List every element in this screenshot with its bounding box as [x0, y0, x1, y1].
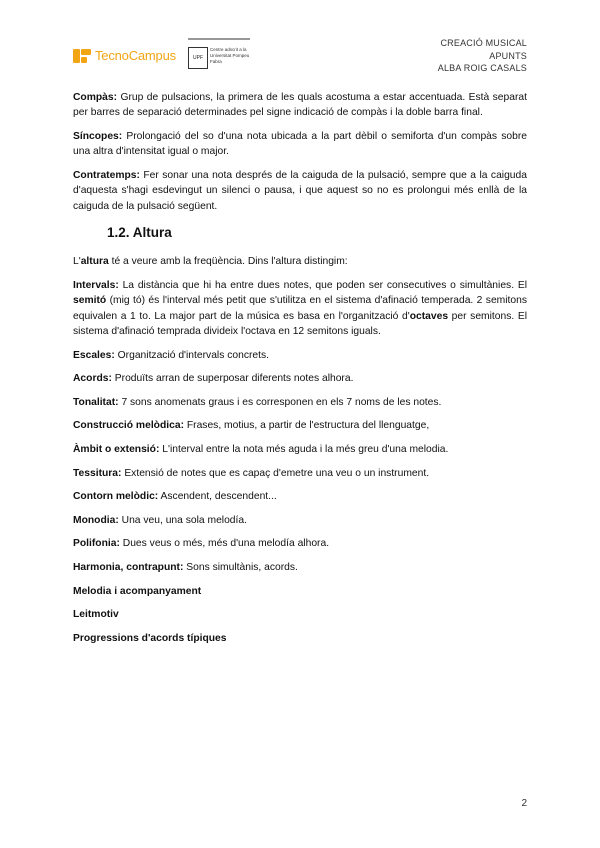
definition-ambit	[73, 442, 527, 457]
tecnocampus-logo-icon	[73, 49, 91, 63]
definition-text: Grup de pulsacions, la primera de les quals acostuma a estar accentuada. Està separat per barres de separació determinades pel signe indicació de compàs i la doble barra final.	[73, 92, 527, 119]
definition-text: Frases, motius, a partir de l'estructura del llenguatge,	[184, 420, 430, 432]
term: Intervals:	[73, 279, 119, 291]
definition-text: per semitons. El sistema d'afinació temprada divideix l'octava en 12 semitons iguals.	[73, 310, 527, 338]
tecnocampus-logo-text: TecnoCampus	[95, 48, 176, 63]
term: Melodia i acompanyament	[73, 585, 202, 597]
term: Harmonia, contrapunt:	[73, 561, 184, 573]
term: Escales:	[73, 349, 115, 361]
definition-text: Ascendent, descendent...	[158, 491, 277, 503]
course-title: CREACIÓ MUSICAL	[440, 38, 527, 48]
tecnocampus-logo	[73, 48, 176, 63]
section-heading: 1.2. Altura	[107, 225, 172, 241]
definition-construccio	[73, 418, 527, 433]
document-body	[73, 90, 527, 654]
term: Compàs:	[73, 92, 118, 103]
definition-text: (mig tó) és l'interval més petit que s'utilitza en el sistema d'afinació temperada. 2 semitons equivalen a 1 to. La major part de la música es basa en l'organització d'	[73, 295, 527, 322]
item-leitmotiv	[73, 607, 527, 622]
upf-logo-rule	[188, 38, 250, 40]
term: Contratemps:	[73, 170, 140, 181]
intro-text: té a veure amb la freqüència. Dins l'altura distingim:	[108, 256, 348, 268]
definition-text: Extensió de notes que es capaç d'emetre una veu o un instrument.	[121, 467, 430, 479]
inline-term: semitó	[73, 295, 107, 307]
term: Àmbit o extensió:	[73, 444, 160, 455]
definition-contratemps	[73, 168, 527, 214]
item-progressions	[73, 631, 527, 646]
document-type: APUNTS	[489, 50, 527, 61]
definition-polifonia	[73, 536, 527, 551]
inline-term: octaves	[409, 310, 449, 322]
definition-contorn	[73, 489, 527, 504]
definition-text: 7 sons anomenats graus i es corresponen en els 7 noms de les notes.	[118, 396, 442, 408]
definition-text: Produïts arran de superposar diferents notes alhora.	[111, 373, 354, 385]
page-number: 2	[521, 798, 527, 809]
intro-term: altura	[80, 256, 109, 268]
definition-monodia	[73, 513, 527, 528]
term: Progressions d'acords típiques	[73, 632, 227, 644]
term: Tonalitat:	[73, 396, 119, 408]
definition-text: Sons simultànis, acords.	[183, 561, 298, 573]
term: Monodia:	[73, 514, 119, 526]
definition-tonalitat	[73, 395, 527, 410]
upf-logo	[188, 38, 258, 72]
term: Contorn melòdic:	[73, 491, 159, 503]
upf-logo-text: Centre adscrit a la Universitat Pompeu Fabra	[210, 47, 250, 64]
definition-intervals	[73, 278, 527, 340]
term: Leitmotiv	[73, 609, 119, 621]
intro-text: L'	[73, 256, 81, 268]
definition-acords	[73, 371, 527, 386]
definition-escales	[73, 348, 527, 363]
definition-sincopes	[73, 129, 527, 160]
definition-text: Prolongació del so d'una nota ubicada a la part dèbil o semiforta d'un compàs sobre una altra d'intensitat igual o major.	[73, 131, 527, 158]
definition-tessitura	[73, 466, 527, 481]
term: Síncopes:	[73, 131, 123, 142]
item-melodia	[73, 584, 527, 599]
definition-harmonia	[73, 560, 527, 575]
upf-logo-box: UPF	[188, 47, 208, 69]
definition-text: Una veu, una sola melodía.	[118, 514, 247, 526]
term: Tessitura:	[73, 467, 122, 479]
term: Acords:	[73, 373, 112, 385]
term: Construcció melòdica:	[73, 420, 184, 432]
definition-text: Fer sonar una nota després de la caiguda de la pulsació, sempre que a la caiguda d'aquesta s'hagi esdevingut un silenci o pausa, i que aquest so no es prolongui més enllà de la caiguda de la pulsació següent.	[73, 170, 527, 212]
definition-compas	[73, 90, 527, 121]
definition-text: Dues veus o més, més d'una melodía alhora.	[119, 538, 330, 550]
definition-text: Organització d'intervals concrets.	[114, 349, 269, 361]
term: Polifonia:	[73, 538, 120, 550]
page-header	[0, 0, 600, 80]
definition-text: La distància que hi ha entre dues notes, que poden ser consecutives o simultànies. El	[118, 279, 527, 291]
altura-intro	[73, 254, 527, 269]
definition-text: L'interval entre la nota més aguda i la més greu d'una melodia.	[159, 444, 449, 455]
author-name: ALBA ROIG CASALS	[437, 63, 527, 73]
header-info	[438, 37, 527, 75]
